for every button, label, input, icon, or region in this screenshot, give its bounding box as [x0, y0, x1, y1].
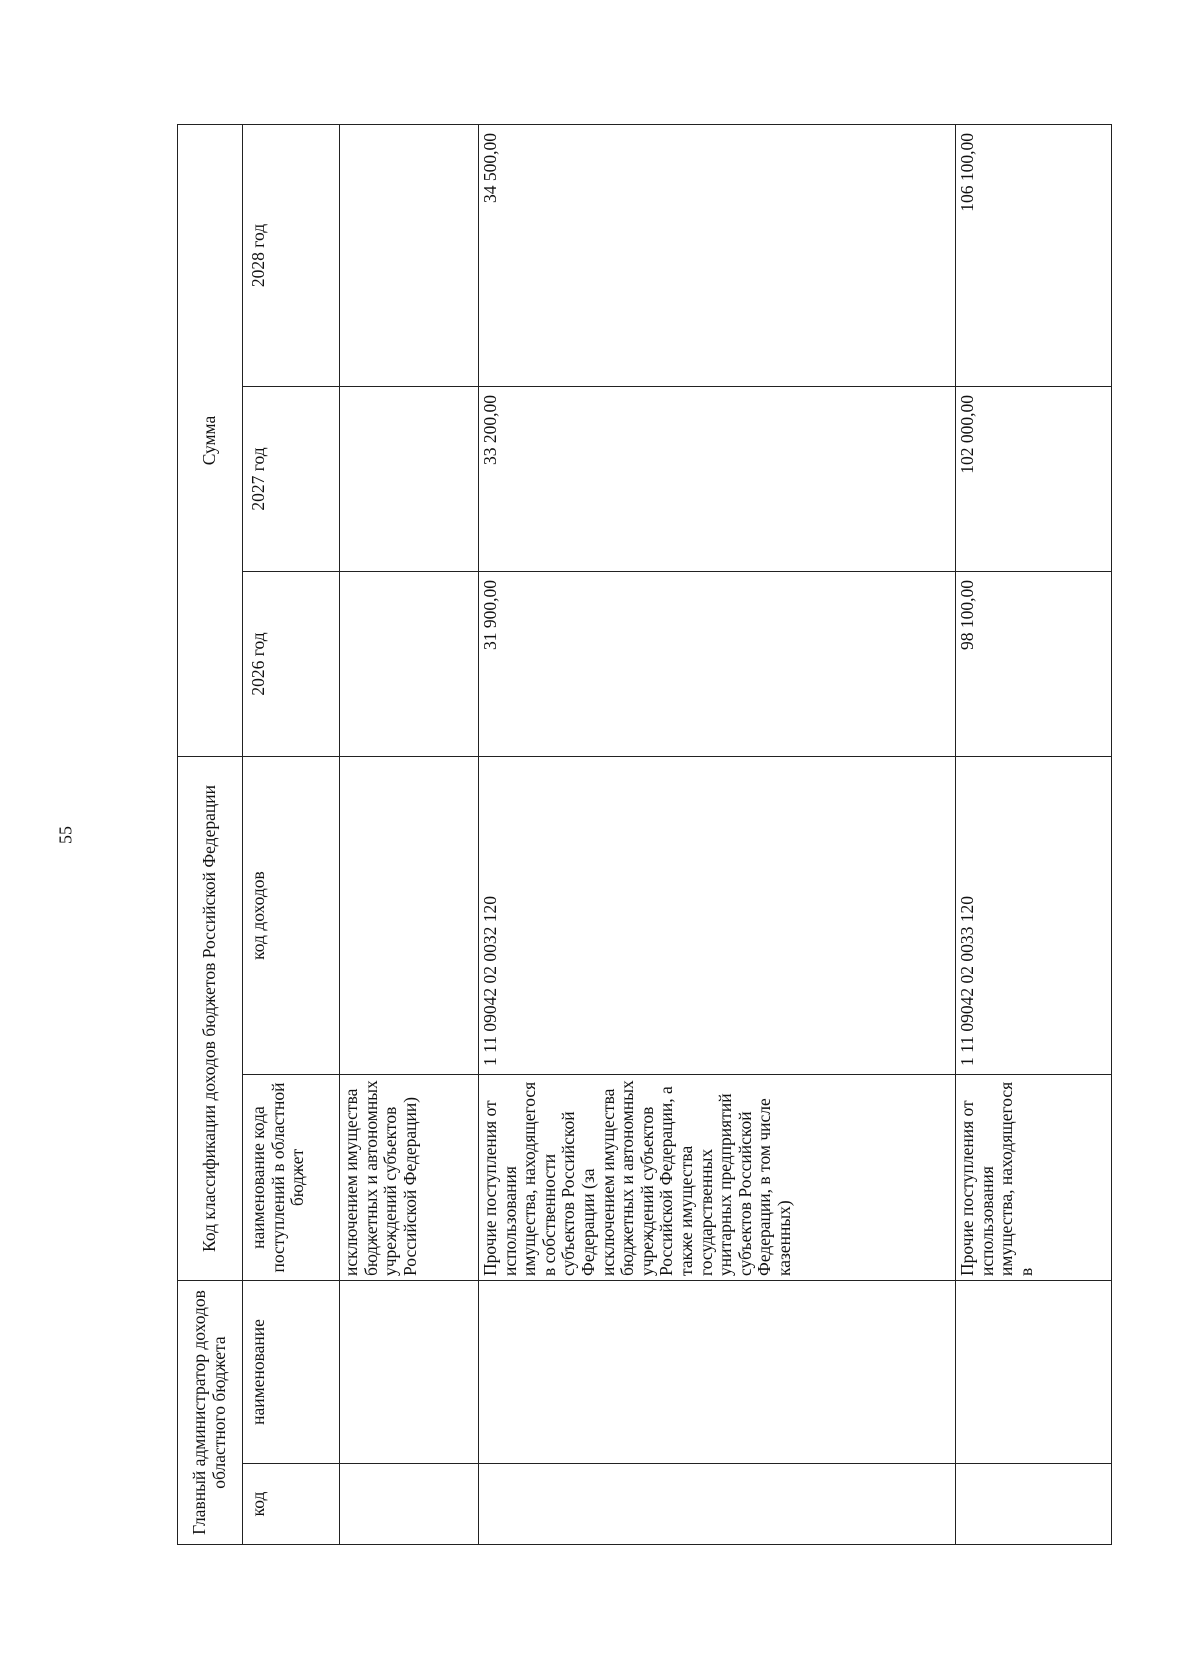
cell-admin-name — [956, 1281, 1112, 1464]
header-classification-group: Код классификации доходов бюджетов Российской Федерации — [178, 757, 243, 1281]
revenue-table — [177, 124, 1112, 1545]
cell-income-name: исключением имущества бюджетных и автономных учреждений субъектов Российской Федерации) — [340, 1075, 479, 1281]
header-year-2027: 2027 год — [243, 387, 340, 572]
cell-income-code: 1 11 09042 02 0033 120 — [956, 757, 1112, 1075]
cell-admin-code — [479, 1464, 956, 1545]
cell-sum-2027: 102 000,00 — [956, 387, 1112, 572]
cell-income-code: 1 11 09042 02 0032 120 — [479, 757, 956, 1075]
table-row — [340, 124, 479, 1544]
cell-admin-name — [340, 1281, 479, 1464]
cell-sum-2027 — [340, 387, 479, 572]
table-row — [956, 124, 1112, 1544]
cell-sum-2028 — [340, 124, 479, 386]
table-row — [479, 124, 956, 1544]
cell-income-name: Прочие поступления от использования имущества, находящегося в — [956, 1075, 1112, 1281]
header-row-bottom — [243, 124, 340, 1544]
cell-sum-2028: 106 100,00 — [956, 124, 1112, 386]
header-year-2028: 2028 год — [243, 124, 340, 386]
header-admin-code: код — [243, 1464, 340, 1545]
cell-sum-2027: 33 200,00 — [479, 387, 956, 572]
cell-sum-2028: 34 500,00 — [479, 124, 956, 386]
cell-admin-code — [956, 1464, 1112, 1545]
header-admin-name: наименование — [243, 1281, 340, 1464]
cell-income-name: Прочие поступления от использования имущества, находящегося в собственности субъектов Российской Федерации (за исключением имущества бюджетных и автономных учреждений субъектов Российской Федерации, а также имущества государственных унитарных предприятий субъектов Российской Федерации, в том числе казенных) — [479, 1075, 956, 1281]
header-sum-group: Сумма — [178, 124, 243, 756]
header-income-name: наименование кода поступлений в областной бюджет — [243, 1075, 340, 1281]
cell-income-code — [340, 757, 479, 1075]
header-year-2026: 2026 год — [243, 572, 340, 757]
cell-sum-2026: 31 900,00 — [479, 572, 956, 757]
cell-admin-name — [479, 1281, 956, 1464]
cell-sum-2026: 98 100,00 — [956, 572, 1112, 757]
header-row-top — [178, 124, 243, 1544]
page-number: 55 — [55, 826, 76, 844]
revenue-table-container — [177, 125, 1082, 1545]
header-income-code: код доходов — [243, 757, 340, 1075]
header-admin-group: Главный администратор доходов областного бюджета — [178, 1281, 243, 1545]
cell-sum-2026 — [340, 572, 479, 757]
cell-admin-code — [340, 1464, 479, 1545]
